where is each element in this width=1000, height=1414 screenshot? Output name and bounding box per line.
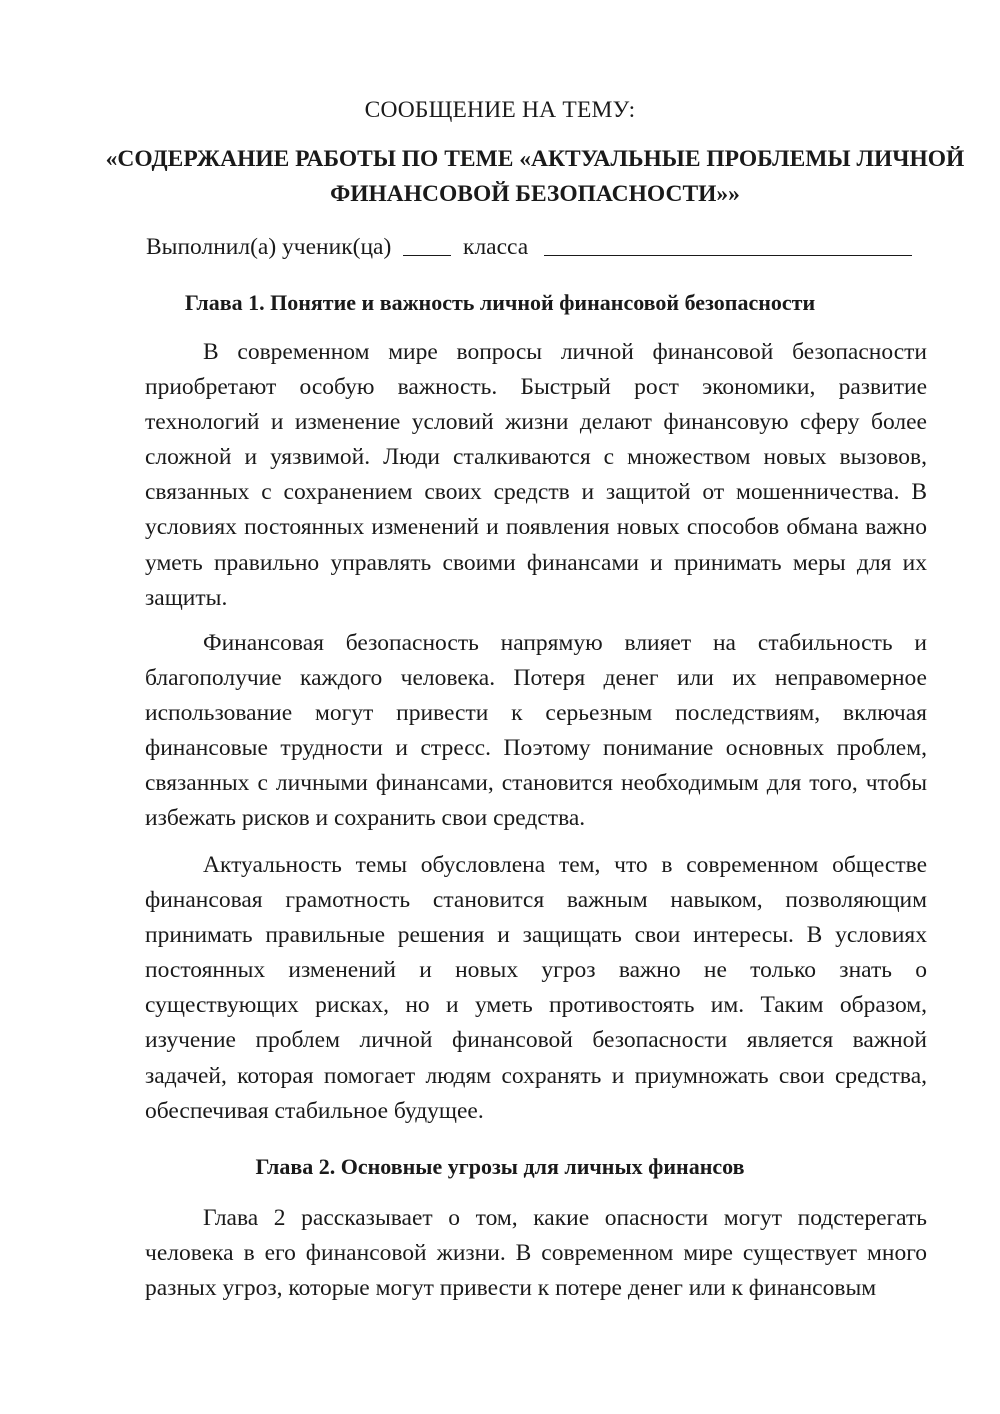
author-line [146, 231, 912, 263]
document-pre-title: СООБЩЕНИЕ НА ТЕМУ: [364, 97, 636, 123]
chapter1-paragraph-1: В современном мире вопросы личной финансовой безопасности приобретают особую важность. Быстрый рост экономики, развитие технологий и изменение условий жизни делают финансовую сферу более сложной и уязвимой. Люди сталкиваются с множеством новых вызовов, связанных с сохранением своих средств и защитой от мошенничества. В условиях постоянных изменений и появления новых способов обмана важно уметь правильно управлять своими финансами и принимать меры для их защиты. [145, 339, 927, 611]
class-number-blank [403, 233, 451, 256]
student-name-blank [544, 233, 912, 256]
chapter1-heading: Глава 1. Понятие и важность личной финансовой безопасности [184, 290, 816, 315]
class-label: класса [463, 234, 529, 260]
chapter2-heading: Глава 2. Основные угрозы для личных финансов [255, 1154, 745, 1179]
chapter1-paragraph-3: Актуальность темы обусловлена тем, что в современном обществе финансовая грамотность становится важным навыком, позволяющим принимать правильные решения и защищать свои интересы. В условиях постоянных изменений и новых угроз важно не только знать о существующих рисках, но и уметь противостоять им. Таким образом, изучение проблем личной финансовой безопасности является важной задачей, которая помогает людям сохранять и приумножать свои средства, обеспечивая стабильное будущее. [145, 852, 927, 1124]
chapter1-paragraph-2: Финансовая безопасность напрямую влияет на стабильность и благополучие каждого человека. Потеря денег или их неправомерное использование могут привести к серьезным последствиям, включая финансовые трудности и стресс. Поэтому понимание основных проблем, связанных с личными финансами, становится необходимым для того, чтобы избежать рисков и сохранить свои средства. [145, 630, 927, 832]
chapter2-paragraph-1: Глава 2 рассказывает о том, какие опасности могут подстерегать человека в его финансовой жизни. В современном мире существует много разных угроз, которые могут привести к потере денег или к финансовым [145, 1205, 927, 1302]
author-label: Выполнил(а) ученик(ца) [146, 234, 392, 260]
document-title: «СОДЕРЖАНИЕ РАБОТЫ ПО ТЕМЕ «АКТУАЛЬНЫЕ ПРОБЛЕМЫ ЛИЧНОЙ ФИНАНСОВОЙ БЕЗОПАСНОСТИ»» [105, 146, 965, 207]
